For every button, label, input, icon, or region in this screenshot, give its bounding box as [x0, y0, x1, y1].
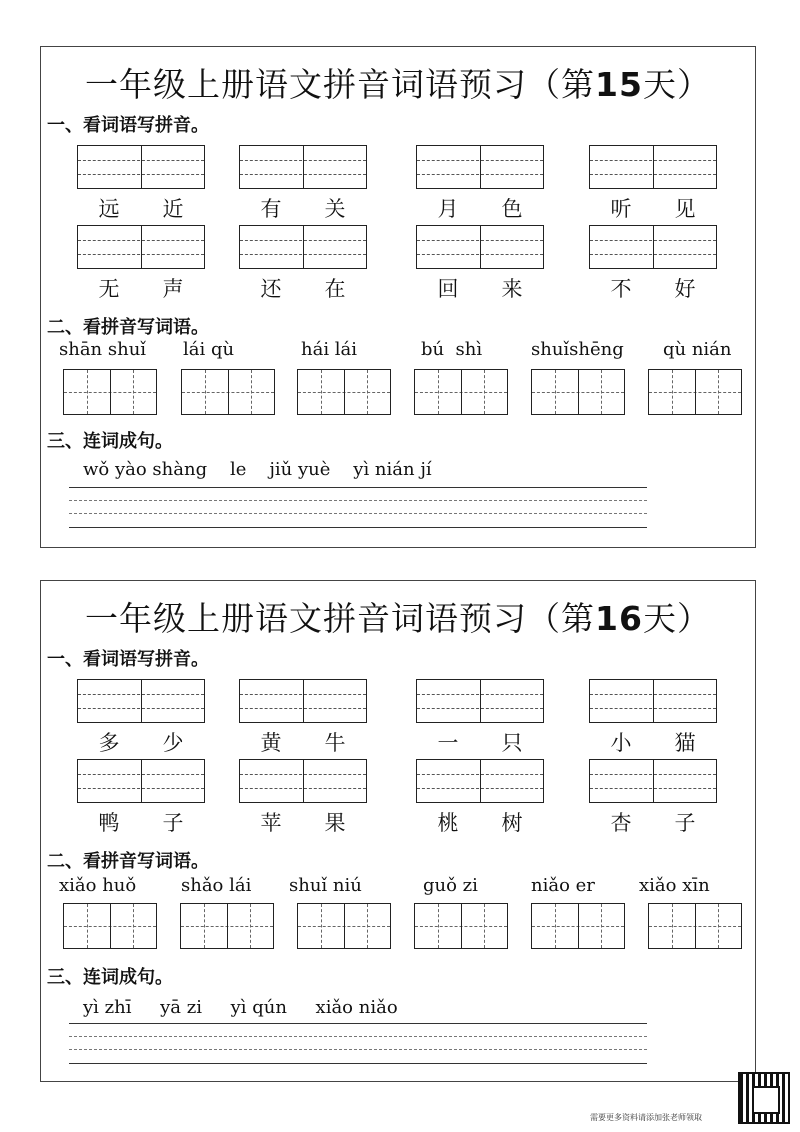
day-number: 16	[595, 599, 643, 638]
word-label: 鸭 子	[98, 811, 184, 835]
word-label: 还 在	[260, 277, 346, 301]
character-write-grid[interactable]	[414, 903, 508, 949]
writing-guide	[69, 513, 647, 514]
section-2-heading: 二、看拼音写词语。	[47, 851, 209, 872]
writing-line[interactable]	[69, 527, 647, 528]
pinyin-write-box[interactable]	[239, 225, 367, 269]
pinyin-prompt: niǎo er	[531, 875, 595, 896]
pinyin-write-box[interactable]	[77, 225, 205, 269]
character-write-grid[interactable]	[297, 903, 391, 949]
writing-guide	[69, 1036, 647, 1037]
title-text: 一年级上册语文拼音词语预习（第	[85, 599, 596, 638]
title-text: 一年级上册语文拼音词语预习（第	[85, 65, 596, 104]
pinyin-prompt: guǒ zi	[423, 875, 478, 896]
pinyin-write-box[interactable]	[589, 225, 717, 269]
pinyin-write-box[interactable]	[77, 145, 205, 189]
character-write-grid[interactable]	[63, 903, 157, 949]
pinyin-prompt: hái lái	[301, 339, 358, 360]
character-write-grid[interactable]	[181, 369, 275, 415]
pinyin-write-box[interactable]	[77, 759, 205, 803]
section-2-heading: 二、看拼音写词语。	[47, 317, 209, 338]
footer-note: 需要更多资料请添加张老师领取	[590, 1113, 702, 1122]
character-write-grid[interactable]	[531, 369, 625, 415]
writing-guide	[69, 500, 647, 501]
word-label: 多 少	[98, 731, 184, 755]
pinyin-write-box[interactable]	[239, 679, 367, 723]
word-label: 月 色	[437, 197, 523, 221]
pinyin-write-box[interactable]	[416, 225, 544, 269]
pinyin-write-box[interactable]	[416, 759, 544, 803]
pinyin-prompt: xiǎo huǒ	[59, 875, 137, 896]
word-label: 苹 果	[260, 811, 346, 835]
pinyin-write-box[interactable]	[416, 679, 544, 723]
character-write-grid[interactable]	[648, 369, 742, 415]
sentence-words: yì zhī yā zi yì qún xiǎo niǎo	[83, 997, 398, 1018]
character-write-grid[interactable]	[648, 903, 742, 949]
pinyin-write-box[interactable]	[239, 759, 367, 803]
word-label: 听 见	[610, 197, 696, 221]
title-suffix: 天）	[642, 65, 711, 104]
section-1-heading: 一、看词语写拼音。	[47, 649, 209, 670]
qr-code-icon	[738, 1072, 790, 1124]
pinyin-write-box[interactable]	[239, 145, 367, 189]
character-write-grid[interactable]	[63, 369, 157, 415]
word-label: 无 声	[98, 277, 184, 301]
word-label: 回 来	[437, 277, 523, 301]
character-write-grid[interactable]	[297, 369, 391, 415]
section-3-heading: 三、连词成句。	[47, 967, 173, 988]
worksheet-day-15	[40, 46, 756, 548]
word-label: 一 只	[437, 731, 523, 755]
character-write-grid[interactable]	[531, 903, 625, 949]
writing-line[interactable]	[69, 1023, 647, 1024]
character-write-grid[interactable]	[414, 369, 508, 415]
page-title	[41, 593, 755, 640]
page-title	[41, 59, 755, 106]
pinyin-prompt: shuǐshēng	[531, 339, 624, 360]
pinyin-write-box[interactable]	[416, 145, 544, 189]
writing-guide	[69, 1049, 647, 1050]
pinyin-write-box[interactable]	[589, 679, 717, 723]
writing-line[interactable]	[69, 1063, 647, 1064]
word-label: 桃 树	[437, 811, 523, 835]
word-label: 杏 子	[610, 811, 696, 835]
character-write-grid[interactable]	[180, 903, 274, 949]
word-label: 远 近	[98, 197, 184, 221]
pinyin-prompt: xiǎo xīn	[639, 875, 710, 896]
pinyin-prompt: shān shuǐ	[59, 339, 147, 360]
title-suffix: 天）	[642, 599, 711, 638]
word-label: 有 关	[260, 197, 346, 221]
section-1-heading: 一、看词语写拼音。	[47, 115, 209, 136]
writing-line[interactable]	[69, 487, 647, 488]
section-3-heading: 三、连词成句。	[47, 431, 173, 452]
pinyin-prompt: lái qù	[183, 339, 235, 360]
word-label: 黄 牛	[260, 731, 346, 755]
word-label: 小 猫	[610, 731, 696, 755]
sentence-words: wǒ yào shàng le jiǔ yuè yì nián jí	[83, 459, 432, 480]
pinyin-write-box[interactable]	[77, 679, 205, 723]
pinyin-prompt: bú shì	[421, 339, 483, 360]
pinyin-write-box[interactable]	[589, 759, 717, 803]
pinyin-prompt: shuǐ niú	[289, 875, 362, 896]
worksheet-day-16	[40, 580, 756, 1082]
word-label: 不 好	[610, 277, 696, 301]
day-number: 15	[595, 65, 643, 104]
pinyin-write-box[interactable]	[589, 145, 717, 189]
pinyin-prompt: qù nián	[663, 339, 732, 360]
pinyin-prompt: shǎo lái	[181, 875, 252, 896]
